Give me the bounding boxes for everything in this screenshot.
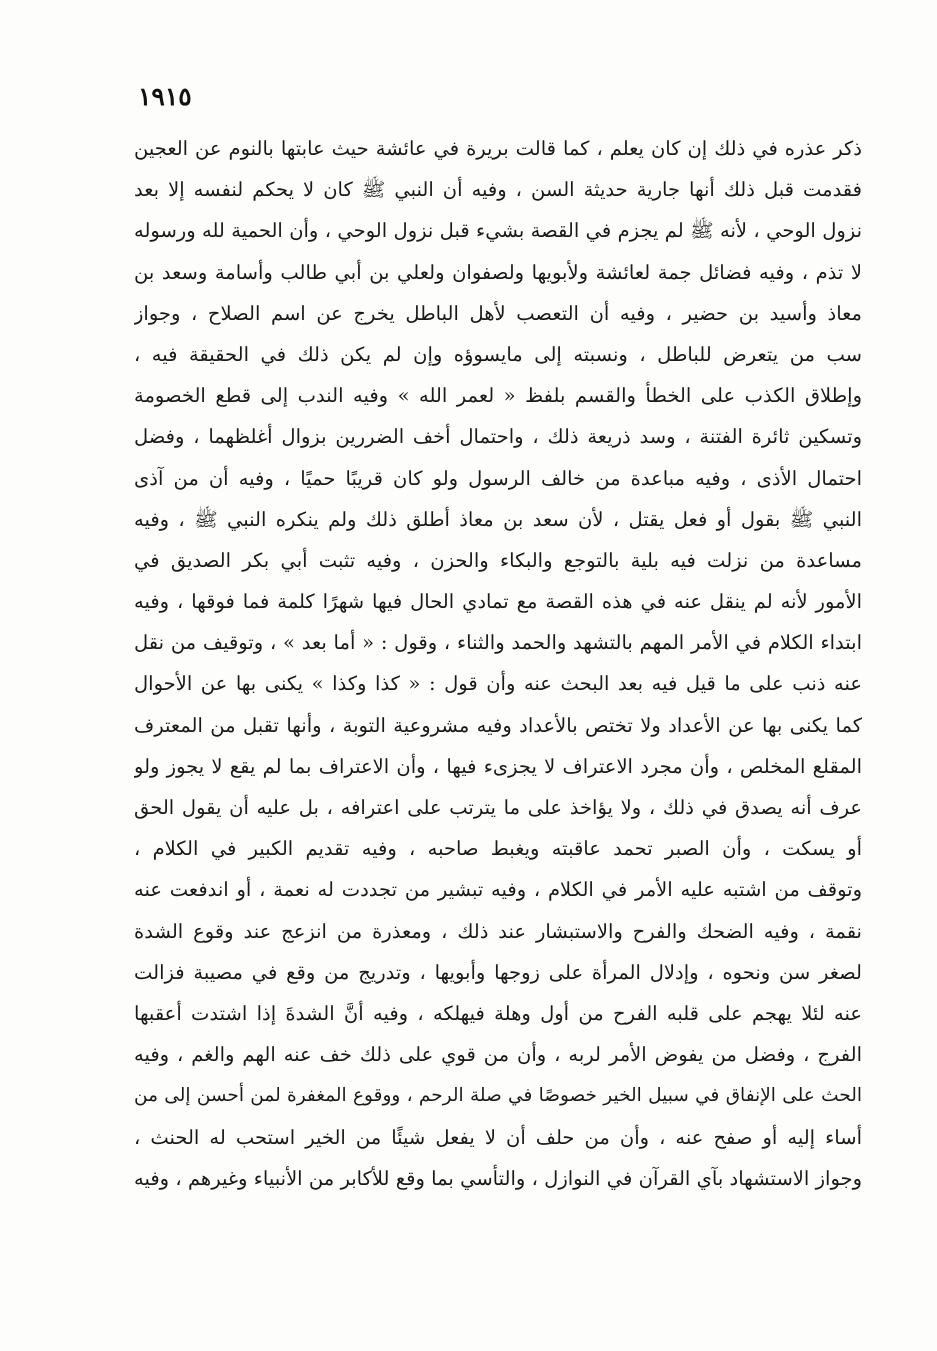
body-text (134, 128, 862, 1199)
text-line: احتمال الأذى ، وفيه مباعدة من خالف الرسول ولو كان قريبًا حميًا ، وفيه أن من آذى (134, 466, 862, 490)
page-number: ١٩١٥ (138, 82, 192, 111)
text-line: عرف أنه يصدق في ذلك ، ولا يؤاخذ على ما يترتب على اعترافه ، بل عليه أن يقول الحق (134, 796, 862, 819)
text-line: معاذ وأسيد بن حضير ، وفيه أن التعصب لأهل الباطل يخرج عن اسم الصلاح ، وجواز (134, 301, 862, 325)
text-line: لصغر سن ونحوه ، وإدلال المرأة على زوجها وأبويها ، وتدريج من وقع في مصيبة فزالت (134, 960, 862, 984)
text-line: الحث على الإنفاق في سبيل الخير خصوصًا في صلة الرحم ، ووقوع المغفرة لمن أحسن إلى من (134, 1085, 862, 1107)
text-line: مساعدة من نزلت فيه بلية بالتوجع والبكاء والحزن ، وفيه تثبت أبي بكر الصديق في (134, 548, 862, 572)
text-line: فقدمت قبل ذلك أنها جارية حديثة السن ، وفيه أن النبي ﷺ كان لا يحكم لنفسه إلا بعد (134, 178, 862, 202)
text-line: وجواز الاستشهاد بآي القرآن في النوازل ، والتأسي بما وقع للأكابر من الأنبياء وغيرهم ، وفيه (134, 1166, 862, 1190)
text-line: وإطلاق الكذب على الخطأ والقسم بلفظ « لعمر الله » وفيه الندب إلى قطع الخصومة (134, 384, 862, 408)
text-line: عنه لئلا يهجم على قلبه الفرح من أول وهلة فيهلكه ، وفيه أنَّ الشدةَ إذا اشتدت أعقبها (134, 1001, 862, 1025)
text-line: سب من يتعرض للباطل ، ونسبته إلى مايسوؤه وإن لم يكن ذلك في الحقيقة فيه ، (134, 342, 862, 366)
text-line: أو يسكت ، وأن الصبر تحمد عاقبته ويغبط صاحبه ، وفيه تقديم الكبير في الكلام ، (134, 837, 862, 861)
text-line: أساء إليه أو صفح عنه ، وأن من حلف أن لا يفعل شيئًا من الخير استحب له الحنث ، (134, 1125, 862, 1149)
text-line: نقمة ، وفيه الضحك والفرح والاستبشار عند ذلك ، ومعذرة من انزعج عند وقوع الشدة (134, 919, 862, 943)
text-line: عنه ذنب على ما قيل فيه بعد البحث عنه وأن قول : « كذا وكذا » يكنى بها عن الأحوال (134, 672, 862, 696)
text-line: كما يكنى بها عن الأعداد ولا تختص بالأعداد وفيه مشروعية التوبة ، وأنها تقبل من المعترف (134, 713, 862, 737)
text-line: المقلع المخلص ، وأن مجرد الاعتراف لا يجزىء فيها ، وأن الاعتراف بما لم يقع لا يجوز ولو (134, 754, 862, 778)
text-line: نزول الوحي ، لأنه ﷺ لم يجزم في القصة بشيء قبل نزول الوحي ، وأن الحمية لله ورسوله (134, 219, 862, 243)
text-line: ذكر عذره في ذلك إن كان يعلم ، كما قالت بريرة في عائشة حيث عابتها بالنوم عن العجين (134, 137, 862, 160)
text-line: وتوقف من اشتبه عليه الأمر في الكلام ، وفيه تبشير من تجددت له نعمة ، أو اندفعت عنه (134, 878, 862, 902)
text-line: النبي ﷺ بقول أو فعل يقتل ، لأن سعد بن معاذ أطلق ذلك ولم ينكره النبي ﷺ ، وفيه (134, 507, 862, 531)
text-line: الأمور لأنه لم ينقل عنه في هذه القصة مع تمادي الحال فيها شهرًا كلمة فما فوقها ، وفيه (134, 590, 862, 614)
text-line: لا تذم ، وفيه فضائل جمة لعائشة ولأبويها ولصفوان ولعلي بن أبي طالب وأسامة وسعد بن (134, 260, 862, 284)
text-line: الفرج ، وفضل من يفوض الأمر لربه ، وأن من قوي على ذلك خف عنه الهم والغم ، وفيه (134, 1043, 862, 1067)
text-line: وتسكين ثائرة الفتنة ، وسد ذريعة ذلك ، واحتمال أخف الضررين بزوال أغلظهما ، وفضل (134, 425, 862, 449)
text-line: ابتداء الكلام في الأمر المهم بالتشهد والحمد والثناء ، وقول : « أما بعد » ، وتوقيف من نقل (134, 631, 862, 655)
